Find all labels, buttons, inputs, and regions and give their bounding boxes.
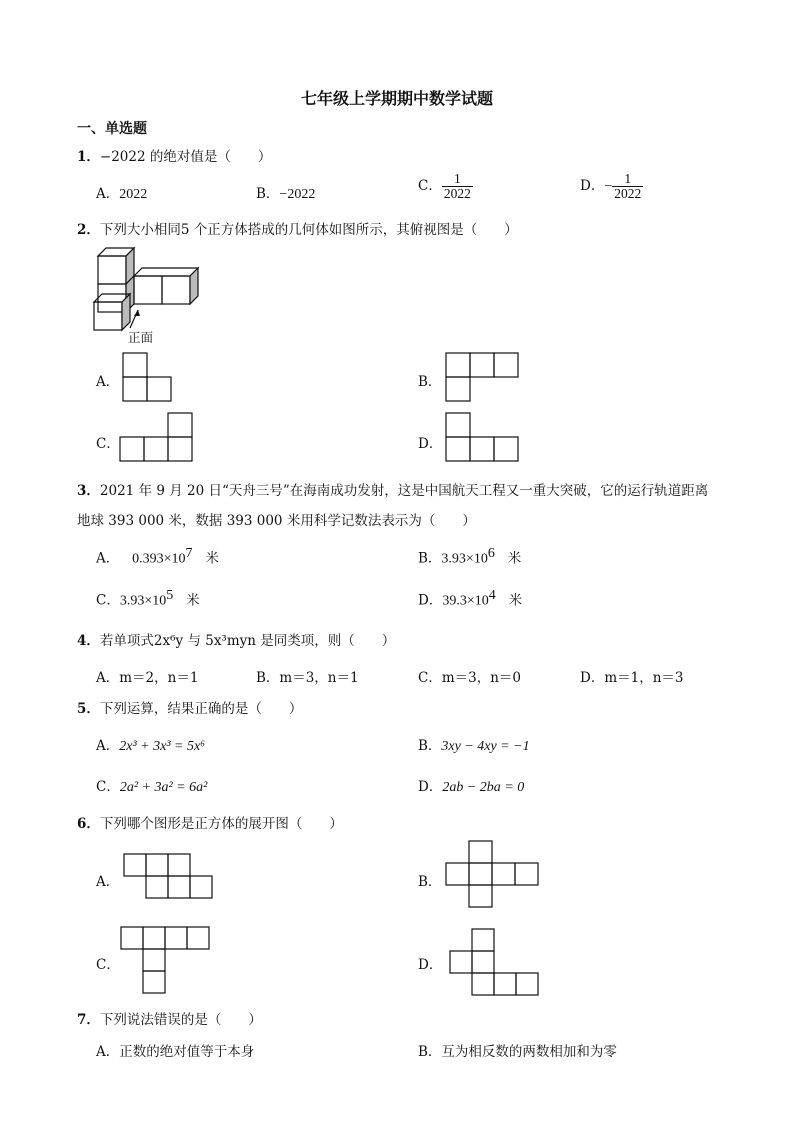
option-label: D． xyxy=(580,178,605,195)
q5-option-c[interactable] xyxy=(96,775,207,796)
q6-option-b-label[interactable]: B． xyxy=(418,874,442,890)
denominator: 2022 xyxy=(614,186,642,202)
q6-option-c-figure[interactable] xyxy=(120,926,212,996)
minus-sign: − xyxy=(604,179,613,195)
unit: 米 xyxy=(507,550,522,567)
q3-option-c[interactable] xyxy=(96,588,200,610)
question-number: 4． xyxy=(77,633,100,649)
q1-option-b[interactable] xyxy=(256,182,315,203)
option-label: C． xyxy=(418,178,442,195)
q6-option-a-figure[interactable] xyxy=(123,853,217,901)
option-label: B． xyxy=(418,550,442,567)
cube-top xyxy=(134,268,198,276)
expression: 2a² + 3a² = 6a² xyxy=(119,780,208,795)
option-label: D． xyxy=(418,779,443,795)
q4-option-a[interactable]: A．m＝2，n＝1 xyxy=(96,670,199,686)
q5-option-d[interactable] xyxy=(418,775,524,796)
unit: 米 xyxy=(508,592,523,609)
cube-side xyxy=(190,268,198,304)
question-number: 2． xyxy=(77,222,100,238)
question-text: 若单项式2x⁶y 与 5x³myn 是同类项，则（ ） xyxy=(99,633,396,649)
cube-side xyxy=(122,294,130,330)
unit: 米 xyxy=(186,592,200,609)
unit: 米 xyxy=(205,550,219,567)
page-title: 七年级上学期期中数学试题 xyxy=(300,89,493,108)
expression: 2x³ + 3x³ = 5x⁶ xyxy=(119,739,206,754)
q2-option-a-figure[interactable] xyxy=(122,352,174,404)
cube-face xyxy=(98,256,126,284)
question-7 xyxy=(77,1008,262,1028)
option-label: B． xyxy=(256,186,280,202)
question-3-line2: 地球 393 000 米，数据 393 000 米用科学记数法表示为（ ） xyxy=(77,513,476,529)
option-label: C． xyxy=(96,592,120,609)
cube-face xyxy=(162,276,190,304)
exponent: 6 xyxy=(487,546,495,561)
option-label: C． xyxy=(96,779,120,795)
question-text: 下列说法错误的是（ ） xyxy=(99,1012,262,1028)
q6-option-d-figure[interactable] xyxy=(449,928,541,998)
question-6 xyxy=(77,812,343,832)
q2-option-d-label[interactable]: D． xyxy=(418,436,443,452)
q2-option-b-figure[interactable] xyxy=(445,352,521,404)
q1-option-a[interactable] xyxy=(96,182,147,203)
q4-option-c[interactable]: C．m＝3，n＝0 xyxy=(418,670,522,686)
option-label: A． xyxy=(96,550,120,567)
numerator: 1 xyxy=(612,172,643,187)
question-1 xyxy=(77,145,271,165)
fraction xyxy=(612,172,643,201)
option-value: −2022 xyxy=(279,187,316,202)
option-label: B． xyxy=(418,738,442,754)
q2-option-b-label[interactable]: B． xyxy=(418,374,442,390)
option-label: A． xyxy=(96,738,120,754)
expression: 2ab − 2ba = 0 xyxy=(442,780,525,795)
question-text: 下列哪个图形是正方体的展开图（ ） xyxy=(99,816,343,832)
mantissa: 3.93×10 xyxy=(119,593,167,609)
q3-option-b[interactable] xyxy=(418,546,521,568)
question-text: −2022 的绝对值是（ ） xyxy=(99,149,272,165)
q6-option-c-label[interactable]: C． xyxy=(96,957,120,973)
question-text: 下列大小相同5 个正方体搭成的几何体如图所示，其俯视图是（ ） xyxy=(99,222,518,238)
question-number: 7． xyxy=(77,1012,100,1028)
q6-option-b-figure[interactable] xyxy=(445,840,541,910)
question-text-line1: 2021 年 9 月 20 日“天舟三号”在海南成功发射，这是中国航天工程又一重大突破，它的运行轨道距离 xyxy=(99,483,709,499)
q5-option-b[interactable] xyxy=(418,734,530,755)
question-5 xyxy=(77,697,302,717)
q6-option-a-label[interactable]: A． xyxy=(96,874,120,890)
q4-option-b[interactable]: B．m＝3，n＝1 xyxy=(256,670,359,686)
exponent: 4 xyxy=(488,588,496,603)
q2-option-d-figure[interactable] xyxy=(445,412,521,464)
q4-option-d[interactable]: D．m＝1，n＝3 xyxy=(580,670,684,686)
q3-option-d[interactable] xyxy=(418,588,522,610)
denominator: 2022 xyxy=(443,186,471,202)
question-3 xyxy=(77,479,708,499)
option-value: 2022 xyxy=(119,187,148,202)
question-number: 3． xyxy=(77,483,100,499)
mantissa: 39.3×10 xyxy=(442,593,489,609)
q6-option-d-label[interactable]: D． xyxy=(418,957,443,973)
q2-option-c-label[interactable]: C． xyxy=(96,436,120,452)
exponent: 5 xyxy=(166,588,174,603)
q7-option-b[interactable]: B．互为相反数的两数相加和为零 xyxy=(418,1044,617,1060)
q7-option-a[interactable]: A．正数的绝对值等于本身 xyxy=(96,1044,255,1060)
front-label: 正面 xyxy=(128,330,154,345)
q3-option-a[interactable] xyxy=(96,546,219,568)
question-text: 下列运算，结果正确的是（ ） xyxy=(99,701,303,717)
option-label: A． xyxy=(96,186,120,202)
mantissa: 0.393×10 xyxy=(132,551,186,567)
numerator: 1 xyxy=(442,172,473,187)
question-number: 6． xyxy=(77,816,100,832)
q2-option-c-figure[interactable] xyxy=(119,412,195,464)
q5-option-a[interactable] xyxy=(96,734,205,755)
q1-option-c[interactable] xyxy=(418,172,473,201)
expression: 3xy − 4xy = −1 xyxy=(441,739,530,754)
question-2 xyxy=(77,218,518,238)
q1-option-d[interactable] xyxy=(580,172,643,201)
question-number: 5． xyxy=(77,701,100,717)
mantissa: 3.93×10 xyxy=(441,551,488,567)
question-number: 1． xyxy=(77,149,100,165)
cube-face xyxy=(134,276,162,304)
fraction xyxy=(442,172,473,201)
question-4 xyxy=(77,629,395,649)
exponent: 7 xyxy=(185,546,193,561)
q2-option-a-label[interactable]: A． xyxy=(96,374,120,390)
option-label: D． xyxy=(418,592,443,609)
section-heading: 一、单选题 xyxy=(77,121,147,137)
